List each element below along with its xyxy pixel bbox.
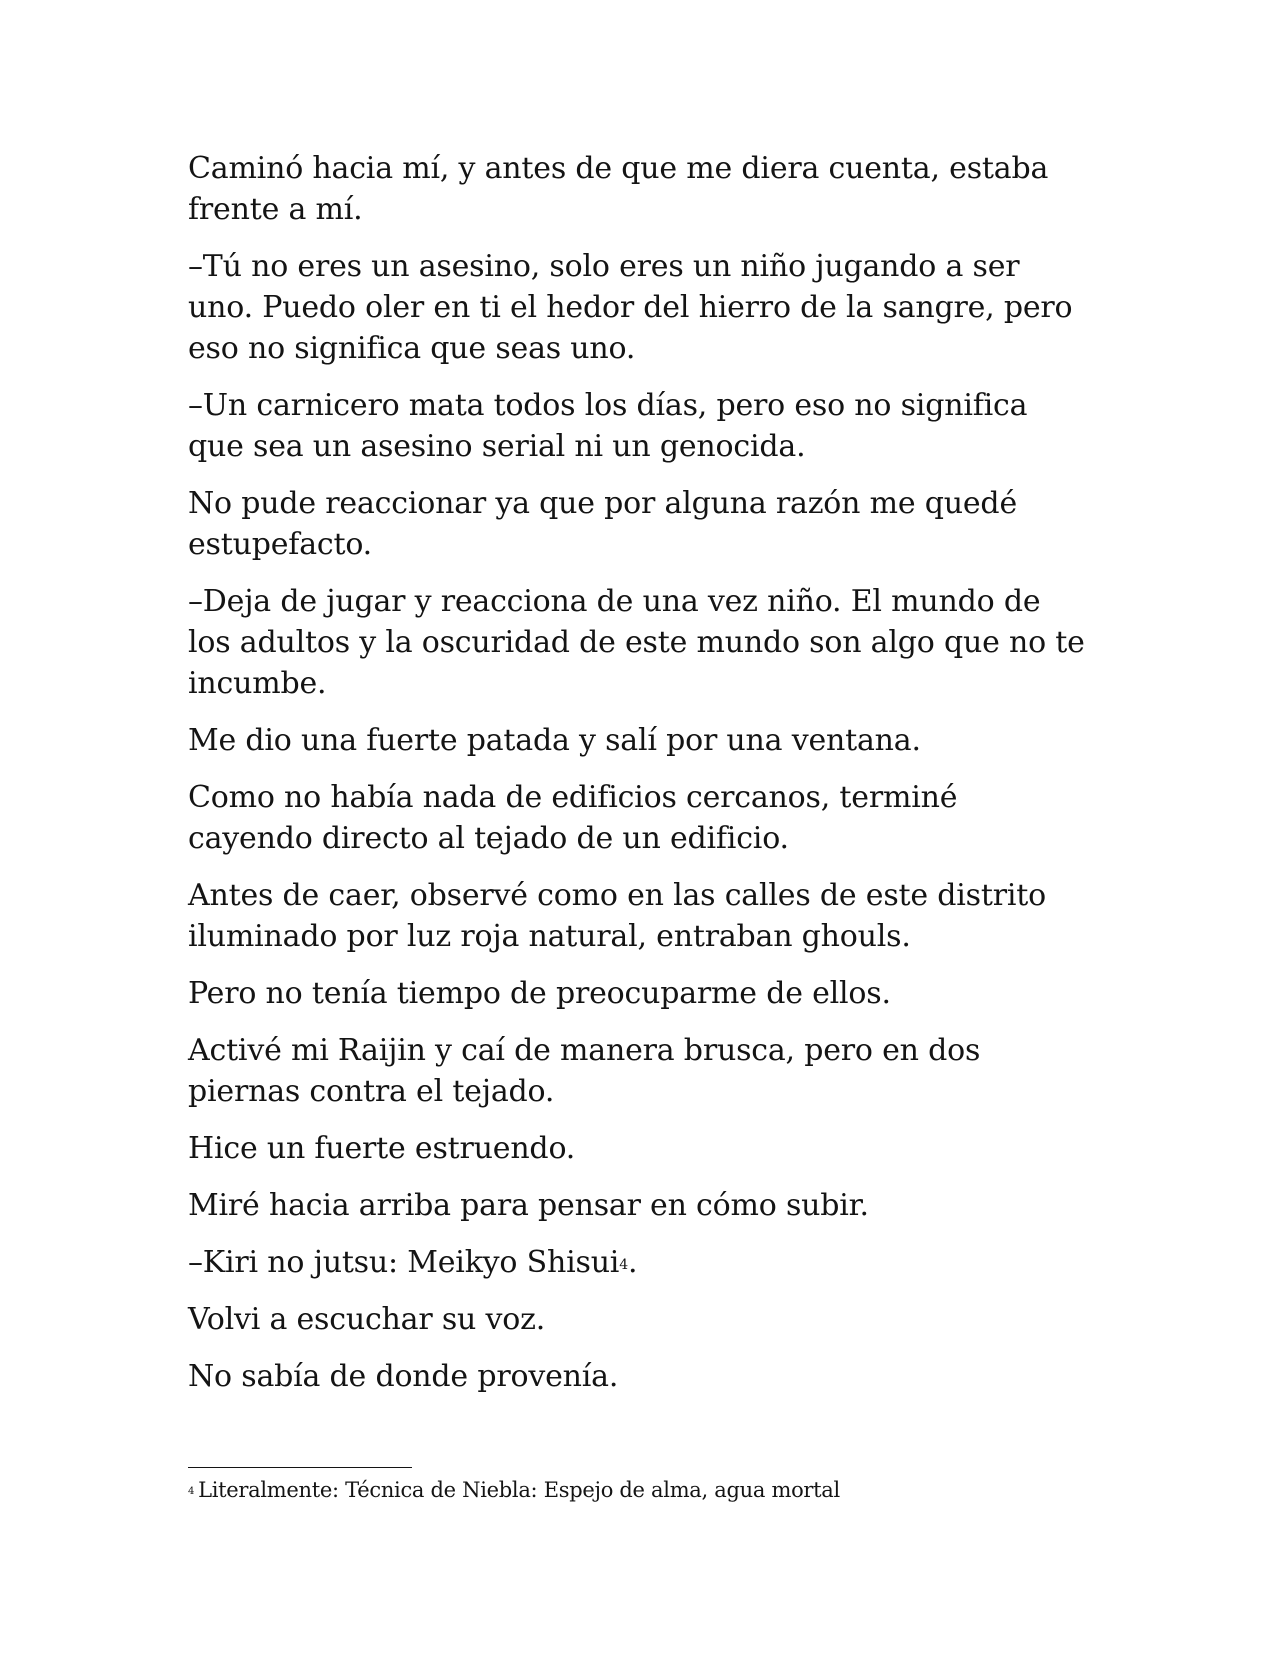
paragraph-8: Antes de caer, observé como en las calles de este distrito iluminado por luz roja natural, entraban ghouls. — [188, 878, 1046, 954]
paragraph-2: –Tú no eres un asesino, solo eres un niño jugando a ser uno. Puedo oler en ti el hedor del hierro de la sangre, pero eso no significa que seas uno. — [188, 249, 1073, 366]
footnote-text: Literalmente: Técnica de Niebla: Espejo de alma, agua mortal — [198, 1478, 840, 1502]
paragraph-jutsu — [188, 1242, 1088, 1283]
paragraph-14: Volvi a escuchar su voz. — [188, 1302, 546, 1337]
footnote-reference[interactable]: 4 — [619, 1257, 628, 1273]
paragraph-12: Miré hacia arriba para pensar en cómo subir. — [188, 1188, 869, 1223]
paragraph-9: Pero no tenía tiempo de preocuparme de ellos. — [188, 976, 891, 1011]
paragraph-7: Como no había nada de edificios cercanos, terminé cayendo directo al tejado de un edificio. — [188, 780, 958, 856]
paragraph-5: –Deja de jugar y reacciona de una vez niño. El mundo de los adultos y la oscuridad de este mundo son algo que no te incumbe. — [188, 584, 1085, 701]
jutsu-end: . — [627, 1245, 638, 1280]
paragraph-1: Caminó hacia mí, y antes de que me diera cuenta, estaba frente a mí. — [188, 151, 1049, 227]
paragraph-4: No pude reaccionar ya que por alguna razón me quedé estupefacto. — [188, 486, 1017, 562]
body-text — [188, 148, 1088, 1413]
jutsu-text: –Kiri no jutsu: Meikyo Shisui — [188, 1245, 620, 1280]
paragraph-10: Activé mi Raijin y caí de manera brusca, pero en dos piernas contra el tejado. — [188, 1033, 981, 1109]
paragraph-15: No sabía de donde provenía. — [188, 1359, 619, 1394]
footnote-divider — [188, 1467, 412, 1468]
footnote — [188, 1476, 1088, 1504]
paragraph-11: Hice un fuerte estruendo. — [188, 1131, 576, 1166]
paragraph-6: Me dio una fuerte patada y salí por una ventana. — [188, 723, 921, 758]
paragraph-3: –Un carnicero mata todos los días, pero eso no significa que sea un asesino serial ni un genocida. — [188, 388, 1028, 464]
footnote-marker: 4 — [188, 1486, 195, 1497]
